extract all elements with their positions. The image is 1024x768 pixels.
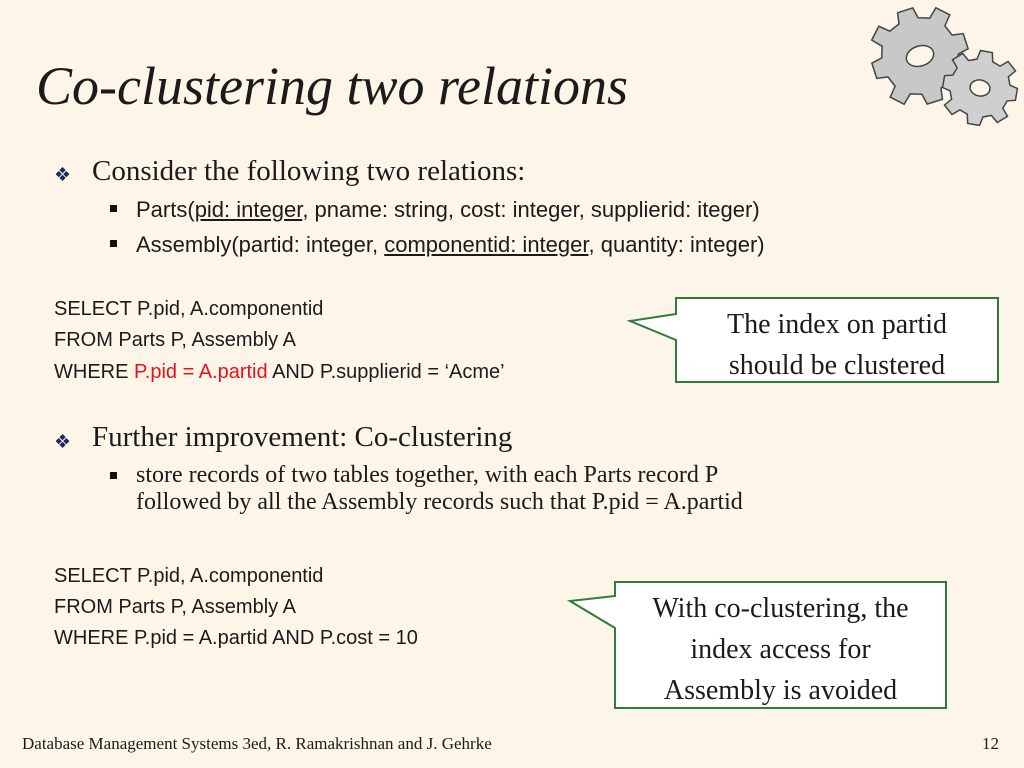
sub-bullet-parts [136,197,760,223]
assembly-key: componentid: integer [384,232,589,257]
callout2-line1: With co-clustering, the [652,593,909,624]
callout2-line3: Assembly is avoided [663,675,898,706]
square-bullet-icon [110,240,117,247]
query1-join-highlight: P.pid = A.partid [134,361,268,383]
query2-line2: FROM Parts P, Assembly A [54,596,296,618]
page-number: 12 [982,734,999,753]
parts-key: pid: integer [194,197,303,222]
square-bullet-icon [110,205,117,212]
diamond-bullet-icon: ❖ [54,432,72,453]
query1-line2: FROM Parts P, Assembly A [54,329,296,351]
query2-line3: WHERE P.pid = A.partid AND P.cost = 10 [54,627,418,649]
sub-bullet-assembly [136,232,765,258]
bullet-consider: Consider the following two relations: [92,155,526,187]
parts-suffix: , pname: string, cost: integer, supplierid: iteger) [302,197,760,222]
parts-prefix: Parts( [136,197,195,222]
query2-line1: SELECT P.pid, A.componentid [54,565,324,587]
query1-line3 [54,361,505,384]
sub-bullet-store-line1: store records of two tables together, with each Parts record P [136,462,719,488]
footer-citation: Database Management Systems 3ed, R. Ramakrishnan and J. Gehrke [22,734,492,753]
assembly-prefix: Assembly(partid: integer, [136,232,385,257]
callout1-text [676,304,998,386]
query1-condition: AND P.supplierid = ‘Acme’ [267,361,505,383]
query1-where: WHERE [54,361,134,383]
square-bullet-icon [110,472,117,479]
callout1-line1: The index on partid [726,309,948,340]
diamond-bullet-icon: ❖ [54,165,72,186]
callout2-line2: index access for [690,634,871,665]
query1-line1: SELECT P.pid, A.componentid [54,298,324,320]
sub-bullet-store-line2: followed by all the Assembly records such that P.pid = A.partid [136,489,743,515]
callout2-text [615,588,946,711]
gears-icon [862,6,1022,126]
assembly-suffix: , quantity: integer) [588,232,765,257]
slide-title: Co-clustering two relations [36,56,628,116]
callout1-line2: should be clustered [728,350,946,381]
bullet-further: Further improvement: Co-clustering [92,421,513,453]
